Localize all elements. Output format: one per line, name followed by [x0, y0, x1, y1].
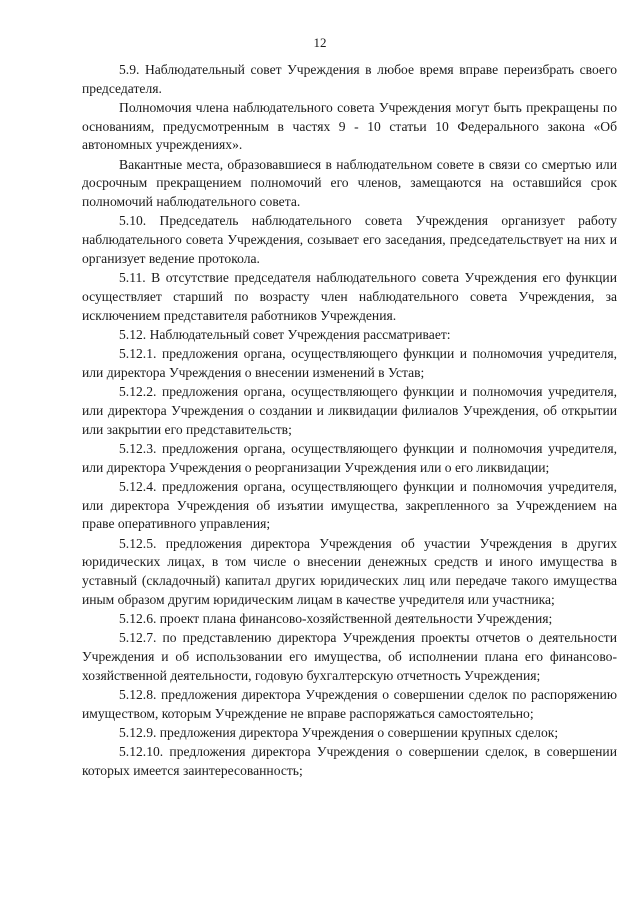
page-number: 12 [313, 35, 327, 50]
document-body [82, 61, 617, 781]
paragraph: 5.9. Наблюдательный совет Учреждения в любое время вправе переизбрать своего председателя. [82, 62, 617, 96]
paragraph: 5.12.1. предложения органа, осуществляющего функции и полномочия учредителя, или директора Учреждения о внесении изменений в Устав; [82, 346, 617, 380]
paragraph: 5.12.6. проект плана финансово-хозяйственной деятельности Учреждения; [119, 610, 553, 626]
paragraph: 5.12.3. предложения органа, осуществляющего функции и полномочия учредителя, или директора Учреждения о реорганизации Учреждения или о его ликвидации; [82, 440, 617, 475]
paragraph: 5.12. Наблюдательный совет Учреждения рассматривает: [119, 326, 451, 342]
paragraph: Вакантные места, образовавшиеся в наблюдательном совете в связи со смертью или досрочным прекращением полномочий его членов, замещаются на оставшийся срок полномочий наблюдательного совета. [82, 156, 617, 210]
paragraph: 5.12.10. предложения директора Учреждения о совершении сделок, в совершении которых имеется заинтересованность; [82, 744, 617, 778]
paragraph: Полномочия члена наблюдательного совета Учреждения могут быть прекращены по основаниям, предусмотренным в частях 9 - 10 статьи 10 Федерального закона «Об автономных учреждениях». [82, 100, 617, 153]
paragraph: 5.12.9. предложения директора Учреждения о совершении крупных сделок; [119, 724, 559, 740]
paragraph: 5.10. Председатель наблюдательного совета Учреждения организует работу наблюдательного совета Учреждения, созывает его заседания, председательствует на них и организует ведение протокола. [82, 213, 617, 266]
paragraph: 5.12.8. предложения директора Учреждения о совершении сделок по распоряжению имуществом, которым Учреждение не вправе распоряжаться самостоятельно; [82, 686, 617, 721]
paragraph: 5.11. В отсутствие председателя наблюдательного совета Учреждения его функции осуществляет старший по возрасту член наблюдательного совета Учреждения, за исключением представителя работников Учреждения. [82, 270, 617, 323]
paragraph: 5.12.4. предложения органа, осуществляющего функции и полномочия учредителя, или директора Учреждения об изъятии имущества, закрепленного за Учреждением на праве оперативного управления; [82, 478, 617, 532]
paragraph: 5.12.7. по представлению директора Учреждения проекты отчетов о деятельности Учреждения и об использовании его имущества, об исполнении плана его финансово-хозяйственной деятельности, годовую бухгалтерскую отчетность Учреждения; [82, 630, 617, 683]
paragraph: 5.12.5. предложения директора Учреждения об участии Учреждения в других юридических лицах, в том числе о внесении денежных средств и иного имущества в уставный (складочный) капитал других юридических лиц или передаче такого имущества иным образом другим юридическим лицам в качестве учредителя или участника; [82, 535, 617, 607]
paragraph: 5.12.2. предложения органа, осуществляющего функции и полномочия учредителя, или директора Учреждения о создании и ликвидации филиалов Учреждения, об открытии или закрытии его представительств; [82, 384, 617, 437]
